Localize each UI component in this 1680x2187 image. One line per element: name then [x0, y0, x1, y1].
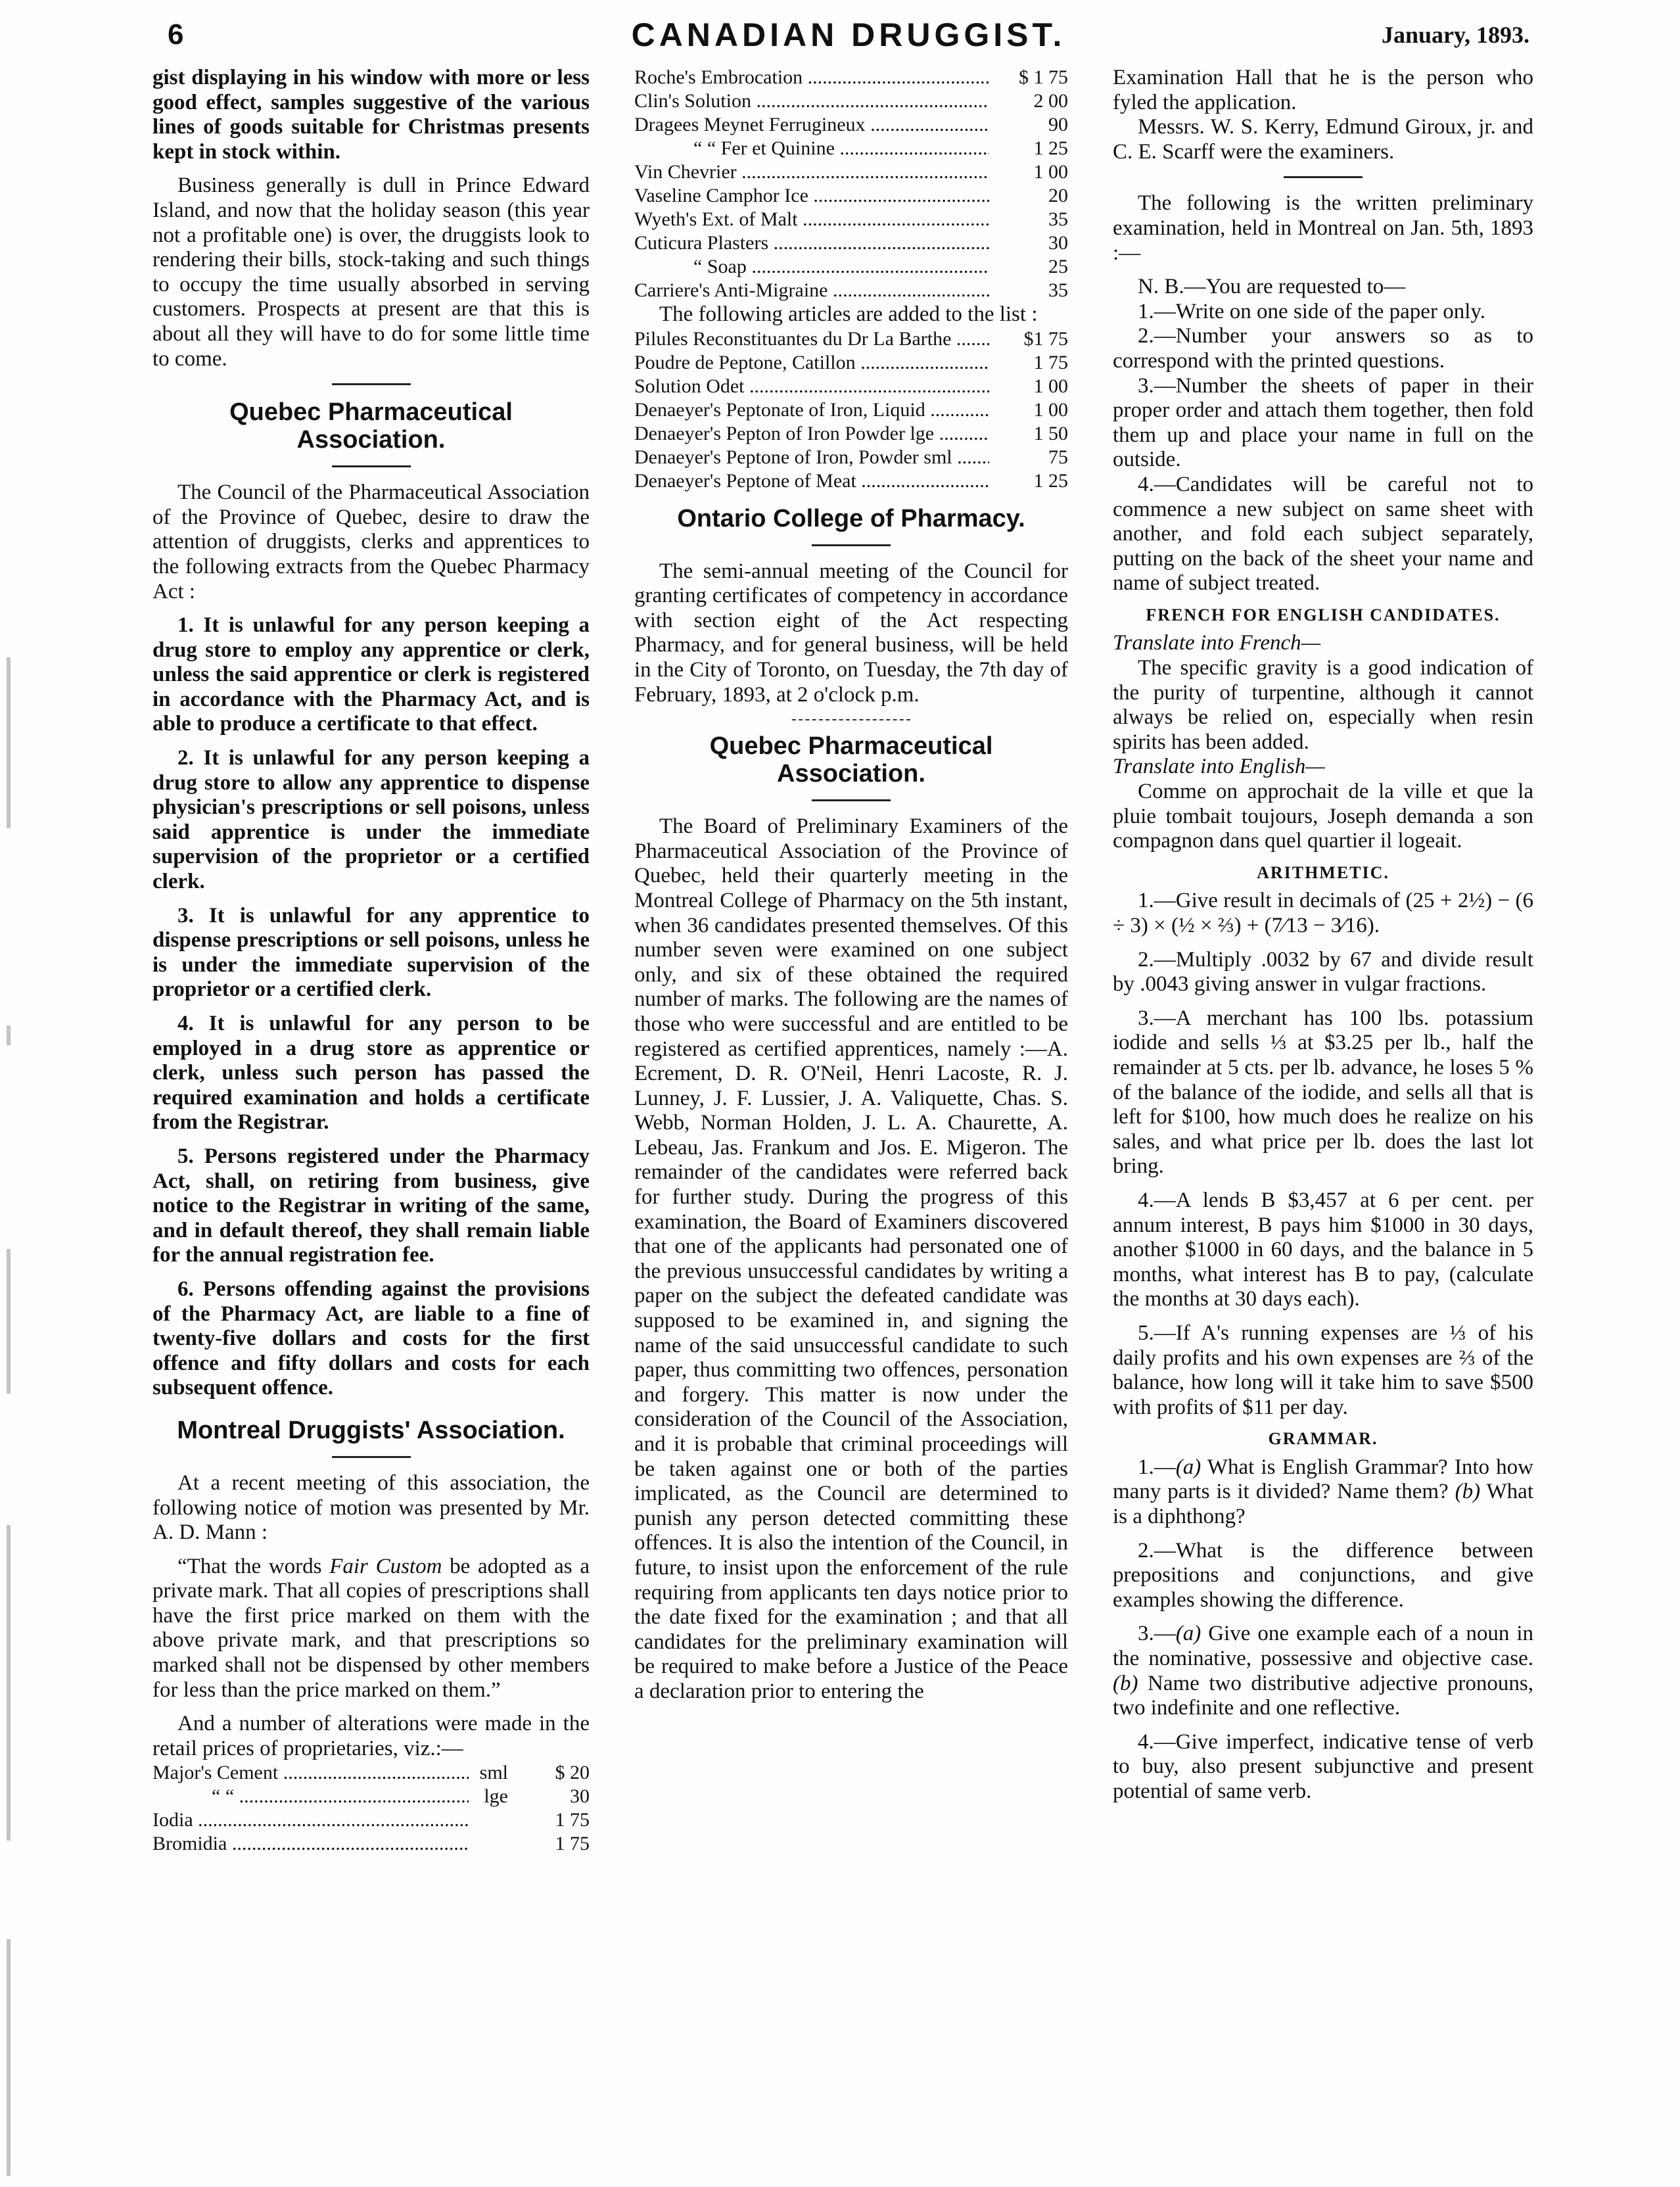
price-row [634, 113, 1068, 137]
price-item-name: Bromidia ..... [152, 1832, 469, 1856]
price-row [634, 398, 1068, 422]
price-item-name: Major's Cement ..... [152, 1761, 469, 1785]
price-item-name: Clin's Solution ..... [634, 89, 989, 113]
question-number: 1.— [1138, 1455, 1176, 1479]
continued-paragraph: Examination Hall that he is the person who fyled the application. [1113, 66, 1533, 114]
price-item-value: 75 [1048, 446, 1068, 468]
grammar-heading: GRAMMAR. [1268, 1429, 1378, 1449]
price-row [634, 160, 1068, 184]
price-item-size [469, 1808, 511, 1832]
arithmetic-question: 1.—Give result in decimals of (25 + 2½) − (6 ÷ 3) × (½ × ⅔) + (7⁄13 − 3⁄16). [1113, 889, 1533, 937]
mda-quote-emphasis: Fair Custom [329, 1554, 442, 1578]
instruction-item: 1.—Write on one side of the paper only. [1138, 299, 1485, 323]
price-item-name: “ “ Fer et Quinine ..... [634, 137, 989, 160]
grammar-question: 2.—What is the difference between prepositions and conjunctions, and give examples showing the difference. [1113, 1538, 1533, 1612]
price-row [634, 231, 1068, 255]
price-item-name: Vaseline Camphor Ice ..... [634, 184, 989, 208]
price-item-name: Cuticura Plasters ..... [634, 231, 989, 255]
price-item-name: “ Soap ..... [634, 255, 989, 279]
price-row [152, 1785, 590, 1808]
price-item-value: $1 75 [1023, 327, 1068, 350]
mda-quote-start: “That the words [177, 1554, 330, 1578]
ocp-paragraph: The semi-annual meeting of the Council for granting certificates of competency in accordance with section eight of the Act respecting Pharmacy, and for general business, will be held in the City of Toronto, on Tuesday, the 7th day of February, 1893, at 2 o'clock p.m. [634, 559, 1068, 707]
price-item-value: 20 [1048, 185, 1068, 206]
section-rule [812, 544, 891, 546]
price-row [634, 469, 1068, 493]
qpa2-heading: Quebec Pharmaceutical Association. [709, 732, 993, 788]
price-item-name: Solution Odet ..... [634, 375, 989, 398]
price-list-a [634, 66, 1068, 302]
qpa2-paragraph: The Board of Preliminary Examiners of the Pharmaceutical Association of the Province of Quebec, held their quarterly meeting in the Montreal College of Pharmacy on the 5th instant, when 36 candidates presented themselves. Of this number seven were examined on one subject only, and six of these obtained the required number of marks. The following are the names of those who were successful and are entitled to be registered as certified apprentices, namely :—A. Ecrement, D. R. O'Neil, Henri Lacoste, R. J. Lunney, J. F. Lussier, J. A. Valiquette, Chas. S. Webb, Norman Holden, J. L. A. Chaurette, A. Lebeau, Jas. Frankum and Jos. E. Migeron. The remainder of the candidates were referred back for further study. During the progress of this examination, the Board of Examiners discovered that one of the applicants had personated one of the previous unsuccessful candidates by writing a paper on the subject the defeated candidate was supposed to be examined in, and signing the name of the said unsuccessful candidate to such paper, thus committing two offences, personation and forgery. This matter is now under the consideration of the Council of the Association, and it is probable that criminal proceedings will be taken against one or both of the parties implicated, as the Council are determined to punish any person detected committing these offences. It is also the intention of the Council, in future, to insist upon the enforcement of the rule requiring from applicants ten days notice prior to the date fixed for the examination ; and that all candidates for the preliminary examination will be required to make before a Justice of the Peace a declaration prior to entering the [634, 814, 1068, 1703]
grammar-question [1113, 1455, 1533, 1530]
price-item-value: 35 [1048, 208, 1068, 230]
price-item-name: Denaeyer's Peptone of Meat ..... [634, 469, 989, 493]
price-item-value: 1 00 [1033, 375, 1068, 397]
price-row [634, 255, 1068, 279]
column-1 [152, 66, 590, 1856]
price-item-name: Dragees Meynet Ferrugineux ..... [634, 113, 989, 137]
price-row [152, 1808, 590, 1832]
price-item-value: 2 00 [1033, 90, 1068, 112]
price-row [634, 137, 1068, 160]
price-item-value: 1 75 [555, 1809, 590, 1831]
price-item-size [469, 1832, 511, 1856]
examiners-paragraph: Messrs. W. S. Kerry, Edmund Giroux, jr. and C. E. Scarff were the examiners. [1113, 115, 1533, 164]
section-rule [812, 799, 891, 801]
price-row [634, 327, 1068, 351]
instruction-item: 2.—Number your answers so as to correspond with the printed questions. [1113, 324, 1533, 373]
french-heading: FRENCH FOR ENGLISH CANDIDATES. [1146, 605, 1501, 624]
rule-item: 5. Persons registered under the Pharmacy Act, shall, on retiring from business, give notice to the Registrar in writing of the same, and in default thereof, they shall remain liable for the annual registration fee. [152, 1144, 590, 1267]
question-text: What is English Grammar? Into how many parts is it divided? Name them? [1113, 1455, 1533, 1504]
mda-heading: Montreal Druggists' Association. [177, 1416, 565, 1444]
price-row [634, 375, 1068, 398]
price-item-value: 1 00 [1033, 161, 1068, 183]
question-part: (a) [1175, 1455, 1202, 1479]
price-item-value: $ 20 [555, 1762, 590, 1784]
question-text: Give one example each of a noun in the nominative, possessive and objective case. [1113, 1622, 1533, 1671]
mda-quote-end: be adopted as a private mark. That all copies of prescriptions shall have the first price marked on them with the above private mark, and that prescriptions so marked shall not be dispensed by other members for less than the price marked on them.” [152, 1554, 590, 1702]
arithmetic-question: 5.—If A's running expenses are ⅓ of his daily profits and his own expenses are ⅔ of the balance, how long will it take him to save $500 with profits of $11 per day. [1113, 1321, 1533, 1419]
price-row [634, 184, 1068, 208]
paper-title: CANADIAN DRUGGIST. [631, 16, 1066, 53]
price-list-b [634, 327, 1068, 493]
price-item-value: 1 25 [1033, 469, 1068, 492]
section-rule [332, 383, 411, 385]
price-item-value: 35 [1048, 279, 1068, 301]
added-articles-note: The following articles are added to the list : [659, 302, 1038, 326]
price-item-value: 1 75 [1033, 351, 1068, 373]
translate-english-text: Comme on approchait de la ville et que la pluie tombait toujours, Joseph demanda a son compagnon dans quel quartier il logeait. [1113, 780, 1533, 853]
page-edge-marks [0, 0, 26, 2187]
price-item-name: Denaeyer's Pepton of Iron Powder lge ..... [634, 422, 989, 446]
price-row [152, 1761, 590, 1785]
qpa-heading: Quebec Pharmaceutical Association. [229, 398, 513, 454]
price-item-name: Poudre de Peptone, Catillon ..... [634, 351, 989, 375]
qpa-intro: The Council of the Pharmaceutical Association of the Province of Quebec, desire to draw the attention of druggists, clerks and apprentices to the following extracts from the Quebec Pharmacy Act : [152, 481, 590, 603]
question-text: Name two distributive adjective pronouns, two indefinite and one reflective. [1113, 1671, 1533, 1720]
price-item-name: Carriere's Anti-Migraine ..... [634, 279, 989, 302]
mda-prices-intro: And a number of alterations were made in the retail prices of proprietaries, viz.:— [152, 1712, 590, 1760]
arithmetic-question: 3.—A merchant has 100 lbs. potassium iodide and sells ⅓ at $3.25 per lb., half the remainder at 5 cts. per lb. advance, he loses 5 % of the balance of the iodide, and sells all that is left for $100, how much does he realize on his sales, and what price per lb. does the last lot bring. [1113, 1006, 1533, 1179]
arithmetic-heading: ARITHMETIC. [1257, 862, 1389, 882]
issue-date: January, 1893. [1381, 22, 1529, 48]
page-header [168, 16, 1529, 62]
question-text: What is a diphthong? [1113, 1480, 1533, 1529]
instruction-item: 4.—Candidates will be careful not to commence a new subject on same sheet with another, and fold each subject separately, putting on the back of the sheet your name and name of subject treated. [1113, 472, 1533, 596]
business-paragraph: Business generally is dull in Prince Edward Island, and now that the holiday season (this year not a profitable one) is over, the druggists look to rendering their bills, stock-taking and such things to occupy the time usually absorbed in serving customers. Prospects at present are that this is about all they will have to do for some little time to come. [152, 174, 590, 371]
price-row [634, 351, 1068, 375]
rule-item: 2. It is unlawful for any person keeping a drug store to allow any apprentice to dispense physician's prescriptions or sell poisons, unless said apprentice is under the immediate supervision of the proprietor or a certified clerk. [152, 746, 590, 894]
question-number: 3.— [1138, 1622, 1176, 1646]
translate-french-text: The specific gravity is a good indication of the purity of turpentine, although it cannot always be relied on, especially when resin spirits has been added. [1113, 656, 1533, 754]
rule-item: 6. Persons offending against the provisions of the Pharmacy Act, are liable to a fine of twenty-five dollars and costs for the first offence and fifty dollars and costs for each subsequent offence. [152, 1277, 590, 1400]
question-part: (b) [1113, 1671, 1138, 1695]
column-2 [634, 66, 1068, 1705]
translate-english-label: Translate into English— [1113, 755, 1325, 779]
section-rule [1284, 176, 1363, 178]
price-item-value: 30 [570, 1785, 590, 1808]
price-item-value: 30 [1048, 232, 1068, 254]
price-item-value: 1 00 [1033, 398, 1068, 421]
price-item-name: Pilules Reconstituantes du Dr La Barthe ..... [634, 327, 989, 351]
grammar-question: 4.—Give imperfect, indicative tense of verb to buy, also present subjunctive and present potential of same verb. [1113, 1729, 1533, 1803]
price-item-name: Vin Chevrier ..... [634, 160, 989, 184]
price-item-value: 90 [1048, 114, 1068, 135]
ocp-heading: Ontario College of Pharmacy. [677, 504, 1025, 532]
grammar-question [1113, 1622, 1533, 1720]
price-row [634, 279, 1068, 302]
arithmetic-question: 4.—A lends B $3,457 at 6 per cent. per annum interest, B pays him $1000 in 30 days, another $1000 in 60 days, and the balance in 5 months, what interest has B to pay, (calculate the months at 30 days each). [1113, 1188, 1533, 1311]
question-part: (a) [1175, 1622, 1202, 1646]
price-item-value: 1 75 [555, 1833, 590, 1855]
rule-item: 1. It is unlawful for any person keeping a drug store to employ any apprentice or clerk, unless the said apprentice or clerk is registered in accordance with the Pharmacy Act, and is able to produce a certificate to that effect. [152, 613, 590, 736]
price-item-name: Wyeth's Ext. of Malt ..... [634, 208, 989, 231]
instruction-item: 3.—Number the sheets of paper in their proper order and attach them together, then fold them up and place your name in full on the outside. [1113, 373, 1533, 472]
rule-item: 3. It is unlawful for any apprentice to dispense prescriptions or sell poisons, unless he is under the immediate supervision of the proprietor or a certified clerk. [152, 903, 590, 1002]
price-item-value: 1 25 [1033, 137, 1068, 159]
section-rule [332, 1456, 411, 1458]
mda-paragraph: At a recent meeting of this association, the following notice of motion was presented by Mr. A. D. Mann : [152, 1470, 590, 1545]
price-row [634, 89, 1068, 113]
column-3 [1113, 66, 1533, 1804]
price-item-name: Denaeyer's Peptone of Iron, Powder sml ..... [634, 446, 989, 469]
price-item-name: Iodia ..... [152, 1808, 469, 1832]
nb-note: N. B.—You are requested to— [1138, 275, 1406, 299]
price-item-name: Denaeyer's Peptonate of Iron, Liquid ..... [634, 398, 989, 422]
price-row [634, 66, 1068, 89]
section-rule [792, 719, 910, 720]
arithmetic-question: 2.—Multiply .0032 by 67 and divide result by .0043 giving answer in vulgar fractions. [1113, 947, 1533, 997]
price-row [634, 422, 1068, 446]
price-item-value: $ 1 75 [1019, 66, 1068, 88]
intro-text: gist displaying in his window with more or less good effect, samples suggestive of the various lines of goods suitable for Christmas presents kept in stock within. [152, 66, 590, 164]
mda-quote [152, 1555, 590, 1703]
question-part: (b) [1455, 1480, 1481, 1504]
price-row [152, 1832, 590, 1856]
exam-intro: The following is the written preliminary examination, held in Montreal on Jan. 5th, 1893 :— [1113, 191, 1533, 265]
price-row [634, 446, 1068, 469]
section-rule [332, 465, 411, 467]
price-item-value: 1 50 [1033, 422, 1068, 444]
price-item-size: sml [479, 1762, 508, 1784]
price-row [634, 208, 1068, 231]
price-item-value: 25 [1048, 256, 1068, 277]
translate-french-label: Translate into French— [1113, 631, 1320, 655]
price-item-size: lge [484, 1785, 508, 1808]
price-item-name: Roche's Embrocation ..... [634, 66, 989, 89]
rule-item: 4. It is unlawful for any person to be employed in a drug store as apprentice or clerk, unless such person has passed the required examination and holds a certificate from the Registrar. [152, 1012, 590, 1135]
price-item-name: “ “ ..... [152, 1785, 469, 1808]
mda-price-list [152, 1761, 590, 1856]
page-number: 6 [168, 18, 184, 51]
